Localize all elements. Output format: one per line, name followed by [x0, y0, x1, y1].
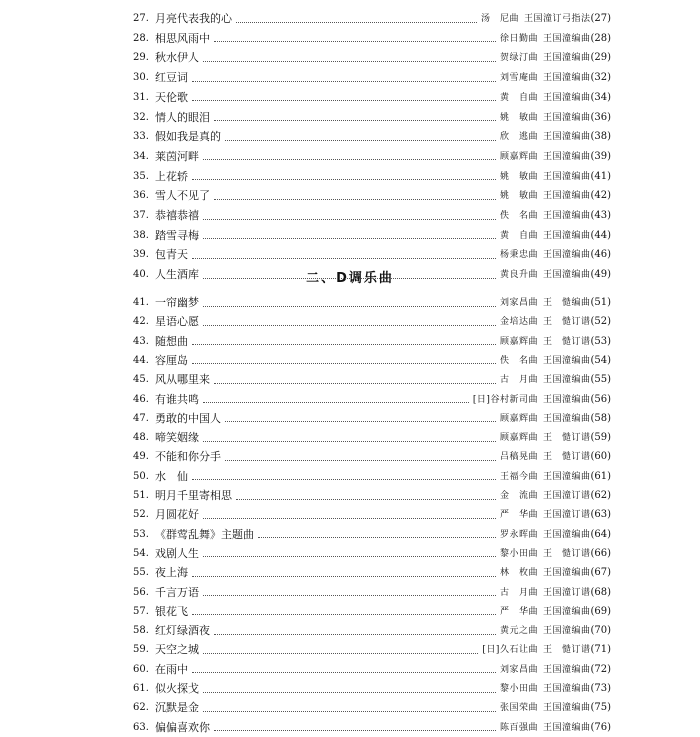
entry-arranger: 王国潼编曲 — [542, 92, 591, 103]
entry-arranger: 王国潼订谱 — [542, 510, 591, 521]
dot-leader — [203, 219, 496, 220]
entry-composer: 姚 敏曲 — [499, 191, 538, 202]
entry-arranger: 王国潼编曲 — [542, 191, 591, 202]
entry-number: 57. — [133, 605, 149, 617]
entry-number: 31. — [133, 91, 149, 103]
dot-leader — [192, 179, 496, 180]
entry-number: 48. — [133, 432, 149, 444]
entry-composer: 古 月曲 — [499, 375, 538, 386]
toc-entry[interactable] — [133, 227, 611, 245]
entry-arranger: 王国潼订谱 — [542, 491, 591, 501]
entry-page-number: (46) — [590, 249, 611, 261]
dot-leader — [203, 278, 496, 279]
entry-title: 红豆词 — [155, 71, 188, 85]
entry-number: 30. — [133, 72, 149, 84]
toc-entry[interactable] — [133, 584, 611, 602]
toc-entry[interactable] — [133, 168, 611, 186]
dot-leader — [236, 499, 496, 500]
entry-number: 52. — [133, 509, 149, 521]
entry-composer: 贺绿汀曲 — [499, 53, 538, 64]
toc-entry[interactable] — [133, 391, 611, 409]
entry-composer: 顾嘉辉曲 — [499, 413, 538, 424]
entry-title: 星语心愿 — [155, 315, 199, 329]
toc-entry[interactable] — [133, 526, 611, 544]
entry-number: 56. — [133, 586, 149, 598]
dot-leader — [214, 634, 496, 635]
entry-number: 37. — [133, 210, 149, 221]
entry-page-number: (63) — [590, 509, 611, 521]
entry-arranger: 王国潼编曲 — [542, 471, 591, 482]
entry-page-number: (72) — [590, 663, 611, 675]
entry-arranger: 王国潼编曲 — [542, 394, 591, 405]
dot-leader — [192, 614, 496, 615]
entry-title: 沉默是金 — [155, 701, 199, 715]
entry-composer: 黄 自曲 — [499, 230, 538, 241]
entry-page-number: (67) — [590, 567, 611, 579]
entry-arranger: 王国潼编曲 — [542, 73, 591, 84]
entry-composer: 严 华曲 — [499, 606, 538, 617]
entry-title: 假如我是真的 — [155, 130, 221, 144]
entry-number: 58. — [133, 625, 149, 637]
toc-entry[interactable] — [133, 109, 611, 127]
dot-leader — [203, 325, 496, 326]
entry-composer: 顾嘉辉曲 — [499, 433, 538, 444]
entry-title: 银花飞 — [155, 604, 188, 618]
entry-title: 明月千里寄相思 — [155, 489, 232, 502]
entry-arranger: 王国潼编曲 — [542, 529, 591, 540]
entry-title: 勇敢的中国人 — [155, 411, 221, 425]
entry-composer: 吕稿晃曲 — [499, 452, 538, 463]
dot-leader — [203, 402, 469, 403]
entry-page-number: (66) — [590, 547, 611, 559]
entry-composer: 林 枚曲 — [499, 568, 538, 579]
entry-page-number: (38) — [590, 131, 611, 143]
entry-page-number: (59) — [590, 432, 611, 444]
entry-page-number: (70) — [590, 625, 611, 637]
entry-number: 33. — [133, 131, 149, 143]
entry-title: 恭禧恭禧 — [155, 209, 199, 222]
dot-leader — [225, 421, 496, 422]
entry-title: 上花轿 — [155, 169, 188, 183]
entry-title: 人生酒库 — [155, 268, 199, 282]
toc-entry[interactable] — [133, 545, 611, 563]
dot-leader — [203, 61, 496, 62]
entry-number: 47. — [133, 412, 149, 424]
entry-page-number: (68) — [590, 586, 611, 598]
entry-number: 63. — [133, 721, 149, 733]
section-heading: 二、D调乐曲 — [306, 271, 394, 286]
entry-number: 39. — [133, 249, 149, 261]
entry-composer: 罗永晖曲 — [499, 529, 538, 540]
dot-leader — [203, 556, 496, 557]
entry-page-number: (60) — [590, 451, 611, 463]
entry-title: 相思风雨中 — [155, 31, 210, 45]
entry-composer: 古 月曲 — [499, 587, 538, 598]
toc-entry[interactable] — [133, 371, 611, 389]
entry-title: 千言万语 — [155, 585, 199, 599]
dot-leader — [192, 672, 496, 673]
toc-entry[interactable] — [133, 294, 611, 312]
dot-leader — [192, 81, 496, 82]
entry-composer: 顾嘉辉曲 — [499, 151, 538, 162]
dot-leader — [225, 140, 496, 141]
entry-title: 一帘幽梦 — [155, 296, 199, 309]
dot-leader — [236, 22, 477, 23]
entry-title: 秋水伊人 — [155, 51, 199, 65]
entry-arranger: 王国潼编曲 — [542, 270, 591, 281]
entry-number: 43. — [133, 335, 149, 347]
toc-entry[interactable] — [133, 128, 611, 146]
entry-page-number: (56) — [590, 393, 611, 405]
entry-composer: 王福今曲 — [499, 471, 538, 482]
entry-arranger: 王国潼编曲 — [542, 722, 591, 733]
entry-title: 月圆花好 — [155, 508, 199, 522]
entry-number: 35. — [133, 170, 149, 182]
entry-number: 34. — [133, 150, 149, 162]
entry-composer: 刘家昌曲 — [499, 298, 538, 308]
entry-title: 红灯绿酒夜 — [155, 624, 210, 638]
entry-arranger: 王国潼编曲 — [542, 132, 591, 143]
entry-page-number: (71) — [590, 644, 611, 656]
dot-leader — [203, 692, 496, 693]
dot-leader — [214, 41, 496, 42]
entry-arranger: 王国潼订谱 — [542, 587, 591, 598]
entry-composer: 黎小田曲 — [499, 548, 538, 559]
dot-leader — [192, 344, 496, 345]
dot-leader — [203, 653, 478, 654]
entry-arranger: 王国潼订弓指法 — [523, 14, 591, 24]
entry-composer: 严 华曲 — [499, 510, 538, 521]
entry-arranger: 王国潼编曲 — [542, 211, 591, 221]
entry-page-number: (73) — [590, 683, 611, 694]
entry-page-number: (54) — [590, 354, 611, 366]
dot-leader — [203, 518, 496, 519]
entry-page-number: (39) — [590, 150, 611, 162]
entry-page-number: (43) — [590, 210, 611, 221]
entry-composer: 姚 敏曲 — [499, 112, 538, 123]
toc-entry[interactable] — [133, 246, 611, 264]
dot-leader — [192, 363, 496, 364]
entry-title: 水 仙 — [155, 469, 188, 483]
entry-title: 包青天 — [155, 248, 188, 262]
entry-arranger: 王国潼编曲 — [542, 112, 591, 123]
entry-arranger: 王国潼编曲 — [542, 664, 591, 675]
entry-arranger: 王国潼编曲 — [542, 606, 591, 617]
entry-number: 42. — [133, 316, 149, 328]
entry-page-number: (53) — [590, 335, 611, 347]
entry-number: 45. — [133, 374, 149, 386]
toc-entry[interactable] — [133, 10, 611, 28]
entry-number: 49. — [133, 451, 149, 463]
dot-leader — [225, 460, 496, 461]
toc-entry[interactable] — [133, 49, 611, 67]
entry-arranger: 王国潼编曲 — [542, 413, 591, 424]
entry-composer: 金 流曲 — [499, 491, 538, 501]
toc-entry[interactable] — [133, 148, 611, 166]
entry-arranger: 王国潼编曲 — [542, 230, 591, 241]
entry-page-number: (55) — [590, 374, 611, 386]
entry-composer: 刘家昌曲 — [499, 664, 538, 675]
entry-title: 情人的眼泪 — [155, 110, 210, 124]
toc-entry[interactable] — [133, 564, 611, 582]
entry-title: 天空之城 — [155, 643, 199, 657]
toc-entry[interactable] — [133, 313, 611, 331]
dot-leader — [203, 711, 496, 712]
dot-leader — [258, 537, 496, 538]
toc-entry[interactable] — [133, 641, 611, 659]
entry-composer: 金培达曲 — [499, 317, 538, 328]
entry-page-number: (62) — [590, 490, 611, 501]
toc-entry[interactable] — [133, 266, 611, 284]
toc-entry[interactable] — [133, 89, 611, 107]
toc-entry[interactable] — [133, 187, 611, 205]
toc-entry[interactable] — [133, 506, 611, 524]
entry-number: 36. — [133, 190, 149, 202]
dot-leader — [192, 479, 496, 480]
entry-number: 51. — [133, 490, 149, 501]
toc-entry[interactable] — [133, 622, 611, 640]
entry-arranger: 王 慥订谱 — [542, 645, 591, 656]
dot-leader — [214, 383, 496, 384]
toc-entry[interactable] — [133, 69, 611, 87]
entry-title: 月亮代表我的心 — [155, 12, 232, 25]
entry-title: 雪人不见了 — [155, 189, 210, 203]
dot-leader — [192, 258, 496, 259]
entry-page-number: (61) — [590, 470, 611, 482]
entry-arranger: 王国潼编曲 — [542, 626, 591, 637]
entry-page-number: (75) — [590, 702, 611, 714]
entry-number: 28. — [133, 32, 149, 44]
entry-composer: 黄元之曲 — [499, 626, 538, 637]
entry-number: 46. — [133, 393, 149, 405]
entry-composer: 杨秉忠曲 — [499, 250, 538, 261]
dot-leader — [203, 441, 496, 442]
entry-arranger: 王 慥订谱 — [542, 452, 591, 463]
entry-title: 似火探戈 — [155, 682, 199, 695]
entry-title: 踏雪寻梅 — [155, 228, 199, 242]
entry-page-number: (52) — [590, 316, 611, 328]
entry-number: 40. — [133, 269, 149, 281]
entry-number: 29. — [133, 52, 149, 64]
entry-number: 53. — [133, 528, 149, 540]
entry-page-number: (41) — [590, 170, 611, 182]
entry-page-number: (69) — [590, 605, 611, 617]
entry-title: 不能和你分手 — [155, 450, 221, 464]
dot-leader — [203, 595, 496, 596]
entry-arranger: 王国潼编曲 — [542, 375, 591, 386]
entry-number: 61. — [133, 683, 149, 694]
entry-arranger: 王 慥订谱 — [542, 336, 591, 347]
toc-entry[interactable] — [133, 30, 611, 48]
entry-arranger: 王国潼编曲 — [542, 151, 591, 162]
entry-page-number: (28) — [590, 32, 611, 44]
dot-leader — [203, 238, 496, 239]
entry-arranger: 王国潼编曲 — [542, 568, 591, 579]
dot-leader — [214, 120, 496, 121]
entry-composer: 汤 尼曲 — [480, 14, 519, 24]
entry-title: 《群莺乱舞》主题曲 — [155, 527, 254, 541]
dot-leader — [214, 730, 496, 731]
entry-title: 风从哪里来 — [155, 373, 210, 387]
entry-number: 59. — [133, 644, 149, 656]
entry-page-number: (64) — [590, 528, 611, 540]
toc-entry[interactable] — [133, 487, 611, 505]
entry-page-number: (58) — [590, 412, 611, 424]
toc-entry[interactable] — [133, 661, 611, 679]
entry-arranger: 王 慥订谱 — [542, 317, 591, 328]
entry-page-number: (44) — [590, 229, 611, 241]
toc-entry[interactable] — [133, 448, 611, 466]
dot-leader — [203, 306, 496, 307]
toc-entry[interactable] — [133, 429, 611, 447]
entry-number: 27. — [133, 13, 149, 24]
entry-title: 偏偏喜欢你 — [155, 720, 210, 734]
entry-title: 天伦歌 — [155, 90, 188, 104]
entry-number: 55. — [133, 567, 149, 579]
entry-arranger: 王 慥编曲 — [542, 298, 591, 308]
entry-number: 50. — [133, 470, 149, 482]
entry-composer: 陈百强曲 — [499, 722, 538, 733]
entry-number: 32. — [133, 111, 149, 123]
entry-composer: 黄 自曲 — [499, 92, 538, 103]
entry-page-number: (76) — [590, 721, 611, 733]
toc-entry[interactable] — [133, 468, 611, 486]
toc-entry[interactable] — [133, 207, 611, 225]
dot-leader — [192, 576, 496, 577]
entry-arranger: 王国潼编曲 — [542, 355, 591, 366]
entry-composer: 黄良升曲 — [499, 270, 538, 281]
entry-page-number: (32) — [590, 72, 611, 84]
entry-page-number: (29) — [590, 52, 611, 64]
entry-number: 41. — [133, 297, 149, 308]
entry-composer: 顾嘉辉曲 — [499, 336, 538, 347]
entry-arranger: 王国潼编曲 — [542, 53, 591, 64]
entry-title: 莱茵河畔 — [155, 149, 199, 163]
entry-number: 62. — [133, 702, 149, 714]
toc-entry[interactable] — [133, 719, 611, 737]
entry-composer: 张国荣曲 — [499, 703, 538, 714]
toc-entry[interactable] — [133, 333, 611, 351]
entry-composer: [日]久石让曲 — [482, 645, 538, 656]
entry-arranger: 王 慥订谱 — [542, 548, 591, 559]
entry-composer: 姚 敏曲 — [499, 171, 538, 182]
entry-title: 有谁共鸣 — [155, 392, 199, 406]
entry-number: 54. — [133, 547, 149, 559]
entry-number: 60. — [133, 663, 149, 675]
entry-composer: 黎小田曲 — [499, 684, 538, 694]
entry-composer: 欣 逃曲 — [499, 132, 538, 143]
dot-leader — [203, 159, 496, 160]
entry-page-number: (42) — [590, 190, 611, 202]
toc-entry[interactable] — [133, 603, 611, 621]
entry-page-number: (36) — [590, 111, 611, 123]
entry-title: 在雨中 — [155, 662, 188, 676]
entry-title: 戏剧人生 — [155, 546, 199, 560]
entry-arranger: 王国潼编曲 — [542, 703, 591, 714]
entry-composer: 佚 名曲 — [499, 211, 538, 221]
dot-leader — [214, 199, 496, 200]
entry-page-number: (51) — [590, 297, 611, 308]
entry-number: 44. — [133, 354, 149, 366]
entry-composer: 佚 名曲 — [499, 355, 538, 366]
entry-composer: 徐日勤曲 — [499, 33, 538, 44]
toc-entry[interactable] — [133, 699, 611, 717]
entry-title: 容厘岛 — [155, 353, 188, 367]
entry-arranger: 王国潼编曲 — [542, 171, 591, 182]
entry-title: 随想曲 — [155, 334, 188, 348]
entry-arranger: 王国潼编曲 — [542, 250, 591, 261]
toc-entry[interactable] — [133, 410, 611, 428]
entry-arranger: 王国潼编曲 — [542, 684, 591, 694]
entry-title: 啼笑姻缘 — [155, 431, 199, 445]
entry-arranger: 王国潼编曲 — [542, 33, 591, 44]
toc-entry[interactable] — [133, 352, 611, 370]
dot-leader — [192, 100, 496, 101]
entry-composer: 刘雪庵曲 — [499, 73, 538, 84]
entry-number: 38. — [133, 229, 149, 241]
toc-entry[interactable] — [133, 680, 611, 698]
entry-arranger: 王 慥订谱 — [542, 433, 591, 444]
entry-page-number: (34) — [590, 91, 611, 103]
entry-page-number: (27) — [590, 13, 611, 24]
entry-page-number: (49) — [590, 269, 611, 281]
entry-title: 夜上海 — [155, 566, 188, 580]
entry-composer: [日]谷村新司曲 — [472, 394, 538, 405]
